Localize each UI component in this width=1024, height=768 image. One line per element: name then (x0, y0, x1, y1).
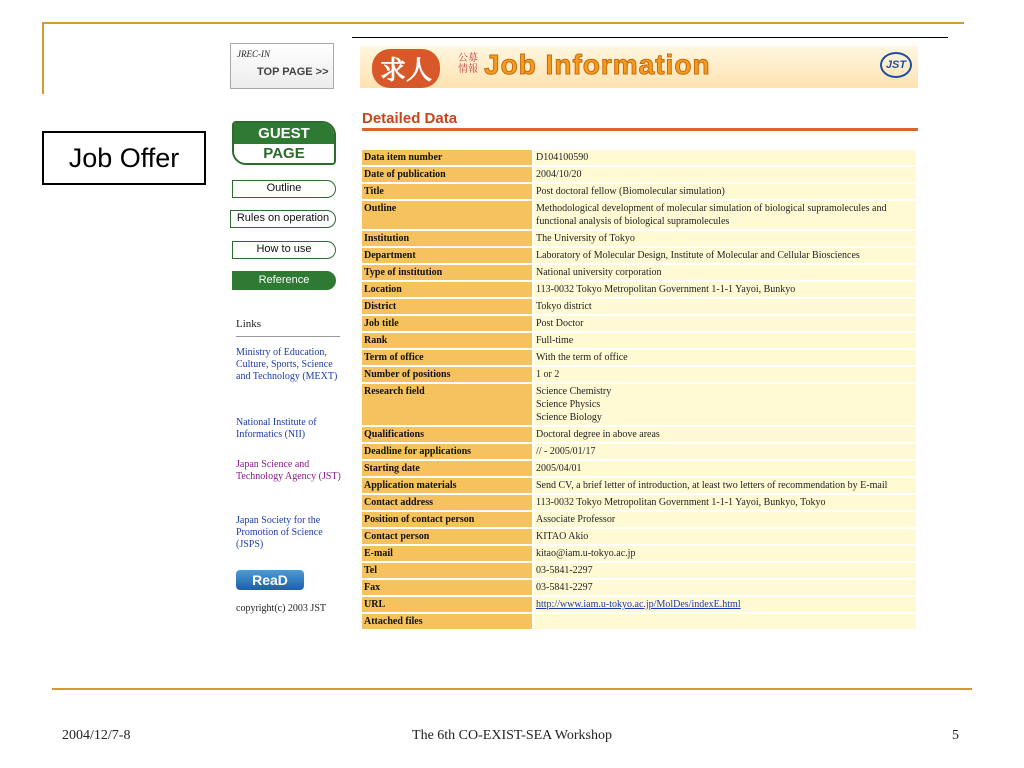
top-left-accent-bar (42, 22, 44, 94)
row-key: Job title (362, 316, 534, 331)
sidebar-item-outline[interactable]: Outline (232, 180, 336, 198)
table-row (362, 150, 916, 165)
row-value: With the term of office (534, 350, 916, 365)
jrec-in-brand: JREC-IN (237, 49, 270, 59)
link-mext[interactable]: Ministry of Education, Culture, Sports, Science and Technology (MEXT) (236, 347, 338, 382)
row-value: Post doctoral fellow (Biomolecular simulation) (534, 184, 916, 199)
row-value: Laboratory of Molecular Design, Institute of Molecular and Cellular Biosciences (534, 248, 916, 263)
table-row (362, 265, 916, 280)
row-value: National university corporation (534, 265, 916, 280)
guest-page-badge[interactable] (232, 121, 336, 165)
row-value: // - 2005/01/17 (534, 444, 916, 459)
table-row (362, 184, 916, 199)
row-value: Post Doctor (534, 316, 916, 331)
copyright-text: copyright(c) 2003 JST (236, 603, 326, 614)
row-value: Tokyo district (534, 299, 916, 314)
row-value: Associate Professor (534, 512, 916, 527)
row-key: Qualifications (362, 427, 534, 442)
footer-title: The 6th CO-EXIST-SEA Workshop (412, 728, 612, 743)
table-row (362, 614, 916, 629)
guest-top-label: GUEST (234, 123, 334, 144)
guest-bottom-label: PAGE (234, 144, 334, 165)
table-body (362, 150, 916, 629)
row-key: Date of publication (362, 167, 534, 182)
row-value: Doctoral degree in above areas (534, 427, 916, 442)
row-key: Location (362, 282, 534, 297)
jst-logo[interactable]: JST (880, 52, 912, 78)
row-key: Tel (362, 563, 534, 578)
row-value (534, 597, 916, 612)
footer-date: 2004/12/7-8 (62, 728, 131, 743)
row-key: Rank (362, 333, 534, 348)
table-row (362, 597, 916, 612)
links-heading: Links (236, 318, 262, 330)
table-row (362, 231, 916, 246)
banner-sub-kanji: 公募 情報 (458, 53, 478, 75)
banner-title: Job Information (484, 49, 711, 80)
row-key: Application materials (362, 478, 534, 493)
row-value: 03-5841-2297 (534, 580, 916, 595)
top-page-button[interactable] (230, 43, 334, 89)
sidebar-item-reference[interactable]: Reference (232, 271, 336, 290)
row-value: The University of Tokyo (534, 231, 916, 246)
row-key: Contact person (362, 529, 534, 544)
table-row (362, 167, 916, 182)
row-value: Methodological development of molecular simulation of biological supramolecules and functional analysis of biological supramolecules (534, 201, 916, 229)
table-row (362, 427, 916, 442)
row-key: Attached files (362, 614, 534, 629)
top-accent-rule (42, 22, 964, 24)
row-value: 03-5841-2297 (534, 563, 916, 578)
read-logo[interactable] (236, 570, 304, 590)
row-value: Science Chemistry Science Physics Science Biology (534, 384, 916, 425)
table-row (362, 563, 916, 578)
row-key: Contact address (362, 495, 534, 510)
table-row (362, 282, 916, 297)
job-information-banner (360, 46, 918, 88)
page-number: 5 (952, 728, 959, 743)
row-key: Research field (362, 384, 534, 425)
table-row (362, 350, 916, 365)
row-value: 1 or 2 (534, 367, 916, 382)
row-key: Type of institution (362, 265, 534, 280)
row-key: Term of office (362, 350, 534, 365)
table-row (362, 529, 916, 544)
table-row (362, 299, 916, 314)
table-row (362, 444, 916, 459)
table-row (362, 367, 916, 382)
row-key: E-mail (362, 546, 534, 561)
row-value: 2005/04/01 (534, 461, 916, 476)
table-row (362, 316, 916, 331)
row-value: Send CV, a brief letter of introduction, at least two letters of recommendation by E-mail (534, 478, 916, 493)
table-row (362, 333, 916, 348)
row-key: Title (362, 184, 534, 199)
url-link[interactable]: http://www.iam.u-tokyo.ac.jp/MolDes/indexE.html (536, 599, 741, 610)
banner-kanji: 求人 (372, 49, 440, 88)
row-value: 113-0032 Tokyo Metropolitan Government 1-1-1 Yayoi, Bunkyo (534, 282, 916, 297)
row-key: Department (362, 248, 534, 263)
top-page-label: TOP PAGE >> (257, 66, 329, 78)
table-row (362, 461, 916, 476)
table-row (362, 546, 916, 561)
row-value: 113-0032 Tokyo Metropolitan Government 1-1-1 Yayoi, Bunkyo, Tokyo (534, 495, 916, 510)
row-key: Position of contact person (362, 512, 534, 527)
bottom-accent-rule (52, 688, 972, 690)
row-value (534, 614, 916, 629)
row-key: Data item number (362, 150, 534, 165)
row-key: Deadline for applications (362, 444, 534, 459)
row-value: KITAO Akio (534, 529, 916, 544)
header-divider (352, 37, 948, 38)
row-key: Outline (362, 201, 534, 229)
row-value: D104100590 (534, 150, 916, 165)
links-divider (236, 336, 340, 337)
table-row (362, 384, 916, 425)
detailed-data-table (362, 148, 916, 631)
section-title-rule (362, 128, 918, 131)
link-jsps[interactable]: Japan Society for the Promotion of Science (JSPS) (236, 515, 323, 550)
row-value: kitao@iam.u-tokyo.ac.jp (534, 546, 916, 561)
link-jst[interactable]: Japan Science and Technology Agency (JST) (236, 459, 341, 482)
row-key: Fax (362, 580, 534, 595)
row-key: District (362, 299, 534, 314)
sidebar-item-rules[interactable]: Rules on operation (230, 210, 336, 228)
row-key: Institution (362, 231, 534, 246)
table-row (362, 580, 916, 595)
table-row (362, 248, 916, 263)
read-logo-text: ReaD (252, 572, 288, 588)
job-offer-callout (42, 131, 206, 185)
table-row (362, 512, 916, 527)
row-key: URL (362, 597, 534, 612)
section-title: Detailed Data (362, 110, 458, 127)
job-offer-label: Job Offer (68, 142, 180, 173)
row-key: Starting date (362, 461, 534, 476)
row-value: 2004/10/20 (534, 167, 916, 182)
row-key: Number of positions (362, 367, 534, 382)
table-row (362, 478, 916, 493)
row-value: Full-time (534, 333, 916, 348)
table-row (362, 495, 916, 510)
sidebar-item-how-to-use[interactable]: How to use (232, 241, 336, 259)
table-row (362, 201, 916, 229)
link-nii[interactable]: National Institute of Informatics (NII) (236, 417, 317, 440)
